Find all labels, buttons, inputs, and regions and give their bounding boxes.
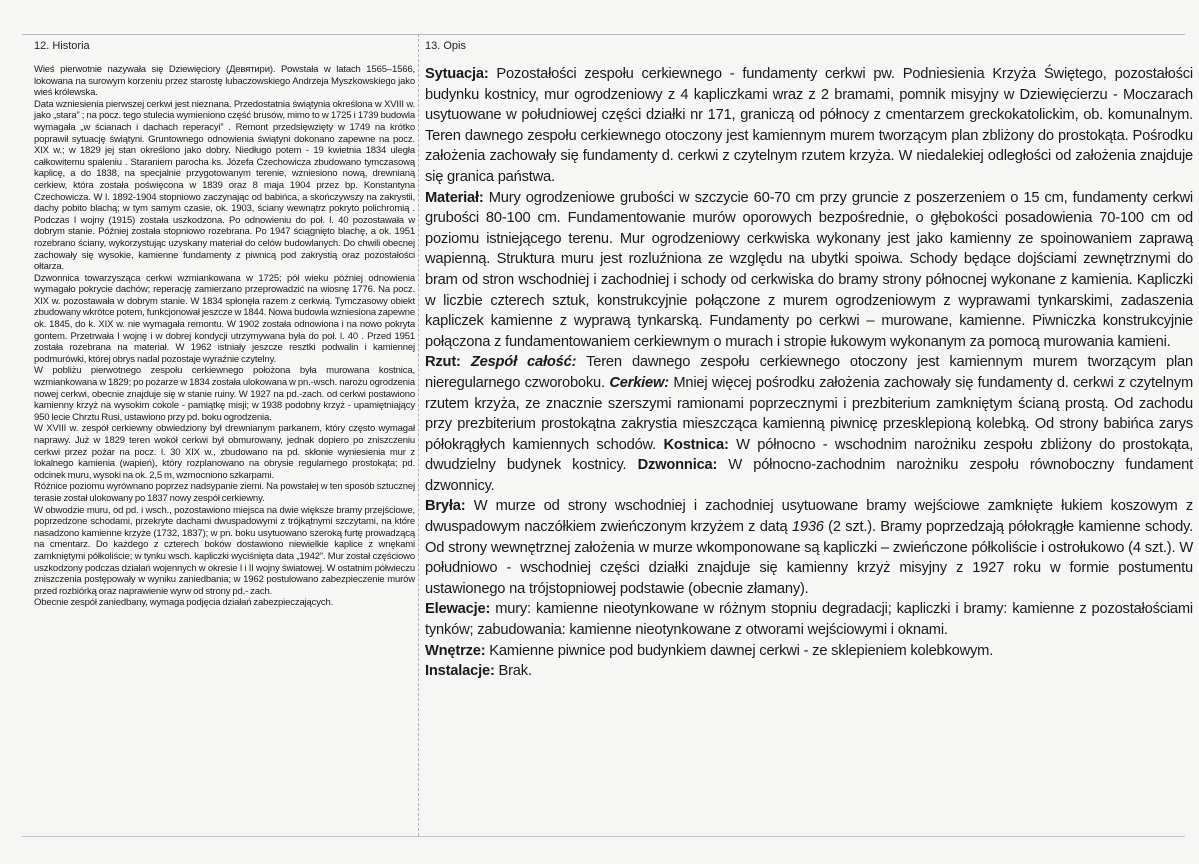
column-divider [418,34,419,836]
historia-paragraph: Dzwonnica towarzysząca cerkwi wzmiankowana w 1725; pół wieku później odnowienia wymagało pokrycie dachów; reperację zamierzano przeprowadzić na wiosnę 1776. Na pocz. XIX w. pozostawała w dobrym stanie. W 1834 spłonęła razem z cerkwią. Tymczasowy obiekt zbudowany wkrótce potem, funkcjonował jeszcze w 1844. Nowa budowla wzniesiona zapewne ok. 1845, do k. XIX w. nie wymagała remontu. W 1902 została odnowiona i na nowo pokryta gontem. Przetrwała I wojnę i w dobrej kondycji utrzymywana była do poł. l. 40 . Przed 1951 została rozebrana na materiał. W 1962 istniały jeszcze resztki podwalin i kamiennej podmurówki, której obrys nadal pozostaje wyraźnie czytelny. [34,272,415,365]
cerkiew-text: Mniej więcej pośrodku założenia zachowały się fundamenty d. cerkwi z czytelnym rzutem krzyża, ze znacznie szerszymi ramionami poprzecznymi i prezbiterium zamkniętym ścianą prostą. Od zachodu przy prezbiterium prostokątna zakrystia mieszcząca kamienną piwnicę przesklepioną kolebką. Od strony babińca zarys półokrągłych kamiennych schodów. [425,374,1194,453]
rzut-zespol-text: Teren dawnego zespołu cerkiewnego otoczony jest kamiennym murem tworzącym plan nieregularnego czworoboku. [425,354,1193,391]
wnetrze-label: Wnętrze: [425,642,486,659]
rzut-paragraph [425,352,1193,496]
instalacje-paragraph [425,661,1193,682]
bryla-text-b: (2 szt.). Bramy poprzedzają półokrągłe kamienne schody. Od strony wewnętrznej założenia w murze wkomponowane są kapliczki – zwieńczone półkoliście i ostrołukowo (4 szt.). W południowo - wschodniej części działki znajduje się kamienny krzyż misyjny z 1927 roku w formie postumentu ustawionego na trójstopniowej podstawie (obecnie złamany). [425,519,1193,597]
bryla-paragraph [425,496,1193,599]
bryla-year: 1936 [791,519,824,536]
elewacje-label: Elewacje: [425,601,491,618]
kostnica-text: W północno - wschodnim narożniku zespołu zbliżony do prostokąta, dwudzielny budynek kostnicy. [425,436,1193,474]
historia-paragraph: Obecnie zespół zaniedbany, wymaga podjęcia działań zabezpieczających. [34,597,334,609]
dzwonnica-label: Dzwonnica: [637,457,718,474]
rzut-label: Rzut: [425,354,461,371]
bryla-label: Bryła: [425,498,466,515]
wnetrze-paragraph [425,641,1193,662]
material-paragraph [425,188,1193,353]
historia-paragraph: W pobliżu pierwotnego zespołu cerkiewnego położona była murowana kostnica, wzmiankowana w 1829; po pożarze w 1834 została ulokowana w pn.-wsch. narożu ogrodzenia nowej cerkwi, obecnie znajduje się w stanie ruiny. W 1927 na pd.-zach. od cerkwi postawiono kamienny krzyż na wysokim cokole - pamiątkę misji; w 1938 podobny krzyż - upamiętniający 950 lecie Chrztu Rusi, ustawiono przy pd. boku ogrodzenia. [34,365,415,423]
sytuacja-paragraph [425,64,1193,188]
cerkiew-label: Cerkiew: [609,374,669,391]
bottom-rule [22,836,1185,837]
dzwonnica-text: W północno-zachodnim narożniku zespołu równoboczny fundament dzwonnicy. [425,457,1193,494]
sytuacja-text: Pozostałości zespołu cerkiewnego - fundamenty cerkwi pw. Podniesienia Krzyża Świętego, pozostałości budynku kostnicy, mur ogrodzeniowy z 4 kapliczkami wraz z 2 bramami, pomnik misyjny w Dziewięcierzu - Moczarach usytuowane w południowej części działki nr 171, graniczą od północy z cmentarzem greckokatolickim, ob. komunalnym. Teren dawnego zespołu cerkiewnego otoczony jest kamiennym murem tworzącym plan zbliżony do prostokąta. Pośrodku założenia zachowały się fundamenty d. cerkwi z czytelnym rzutem krzyża. W niedalekiej odległości od założenia znajduje się granica państwa. [425,66,1193,185]
opis-heading: 13. Opis [425,40,466,52]
elewacje-text: mury: kamienne nieotynkowane w różnym stopniu degradacji; kapliczki i bramy: kamienne z pozostałościami tynków; zabudowania: kamienne nieotynkowane z otworami wejściowymi i oknami. [425,601,1193,639]
material-label: Materiał: [425,189,484,206]
wnetrze-text: Kamienne piwnice pod budynkiem dawnej cerkwi - ze sklepieniem kolebkowym. [485,642,994,659]
instalacje-label: Instalacje: [425,663,495,680]
instalacje-text: Brak. [494,663,532,680]
opis-text [425,64,1193,682]
historia-text [34,64,415,609]
historia-paragraph: Wieś pierwotnie nazywała się Dziewięciory (Девятири). Powstała w latach 1565–1566, lokowana na surowym korzeniu przez starostę lubaczowskiego Andrzeja Myszkowskiego jako wieś królewska. [34,64,415,99]
top-rule [22,34,1185,35]
opis-column [425,40,1193,682]
historia-column [34,40,415,609]
sytuacja-label: Sytuacja: [425,66,489,82]
rzut-zespol-label: Zespół całość: [470,354,577,371]
elewacje-paragraph [425,599,1193,640]
historia-paragraph: Różnice poziomu wyrównano poprzez nadsypanie ziemi. Na powstałej w ten sposób sztucznej terasie został ulokowany po 1837 nowy zespół cerkiewny. [34,481,415,504]
material-text: Mury ogrodzeniowe grubości w szczycie 60-70 cm przy gruncie z poszerzeniem o 15 cm, fundamenty cerkwi grubości 80-100 cm. Fundamentowanie murów oporowych bezpośrednie, o głębokości posadowienia 70-100 cm od poziomu istniejącego terenu. Mur ogrodzeniowy cerkwiska wykonany jest jako kamienny ze spoinowaniem zaprawą wapienną. Struktura muru jest rozluźniona ze względu na ubytki spoiwa. Schody będące dojściami zewnętrznymi do bram od stron wschodniej i zachodniej i schody od cerkwiska do bramy strony północnej wykonane z kamienia. Kapliczki w liczbie czterech sztuk, konstrukcyjnie połączone z murem ogrodzeniowym z wyprawami tynkarskimi, zadaszenia kapliczek kamienne z wyprawą tynkarską. Fundamenty po cerkwi – murowane, kamienne. Piwniczka konstrukcyjnie połączona z fundamentowaniem cerkiewnym o murach i stropie łukowym wykonanym za pomocą murowania kamieni. [425,189,1193,350]
historia-paragraph: Data wzniesienia pierwszej cerkwi jest nieznana. Przedostatnia świątynia określona w XVIII w. jako „stara” ; na pocz. tego stulecia wymieniono część brusów, mimo to w 1725 i 1739 budowla wymagała „w ścianach i dachach reperacyi” . Remont przedsięwzięty w 1749 na krótko poprawił sytuację świątyni. Gruntownego odnowienia świątyni dokonano zapewne na pocz. XIX w.; w 1829 jej stan określono jako dobry. Niedługo potem - 19 kwietnia 1834 uległa całkowitemu spaleniu . Staraniem parocha ks. Józefa Czechowicza zbudowano tymczasową kaplicę, a do 1838, na specjalnie przygotowanym terenie, wzniesiono nową, drewnianą cerkiew, która została poświęcona w 1839 oraz 8 maja 1904 przez bp. Konstantyna Czechowicza. W l. 1892-1904 stopniowo zaczynając od babińca, a skończywszy na zakrystii, dachy pobito blachą; w tym samym czasie, ok. 1903, ściany wewnątrz pokryto polichromią . Podczas I wojny (1915) została uszkodzona. Po odnowieniu do poł. l. 40 pozostawała w dobrym stanie. Później została stopniowo rozebrana. Po 1947 ściągnięto blachę, a ok. 1951 rozebrano ściany, wykorzystując uzyskany materiał do celów budowlanych. Do chwili obecnej zachowały się wysokie, kamienne fundamenty z piwnicą pod zakrystią oraz pozostałości ołtarza. [34,98,415,273]
bryla-text-a: W murze od strony wschodniej i zachodniej usytuowane bramy wejściowe zamknięte łukiem koszowym z dwuspadowym naczółkiem zwieńczonym krzyżem z datą [425,498,1193,536]
historia-paragraph: W XVIII w. zespół cerkiewny obwiedziony był drewnianym parkanem, który często wymagał naprawy. Już w 1829 teren wokół cerkwi był obmurowany, jednak dopiero po zniszczeniu cerkwi przez pożar na pocz. l. 30 XIX w., zbudowano na pd. skłonie wyniesienia mur z lokalnego kamienia (wapień), który rozplanowano na obrysie regularnego prostokąta; pd. odcinek muru, wysoki na ok. 2,5 m, wzmocniono szkarpami. [34,423,415,481]
historia-heading: 12. Historia [34,40,90,52]
kostnica-label: Kostnica: [663,436,729,453]
historia-paragraph: W obwodzie muru, od pd. i wsch., pozostawiono miejsca na dwie większe bramy przejściowe, poprzedzone schodami, przekryte dachami dwuspadowymi z trójkątnymi szczytami, na które nasadzono kamienne krzyże (1732, 1837); w pn. boku usytuowano szeroką furtę prowadzącą na cmentarz. Do każdego z czterech boków dostawiono niewielkie kaplice z wnękami zamkniętymi półkoliście; w tynku wsch. kapliczki wyciśnięta data „1942”. Mur został częściowo uszkodzony podczas działań wojennych w okresie I i II wojny światowej. W ostatnim półwieczu zniszczenia postępowały w wyniku zaniedbania; w 1962 postulowano zabezpieczenie murów przed rozbiórką oraz naprawienie wyrw od strony pd.- zach. [34,504,415,597]
